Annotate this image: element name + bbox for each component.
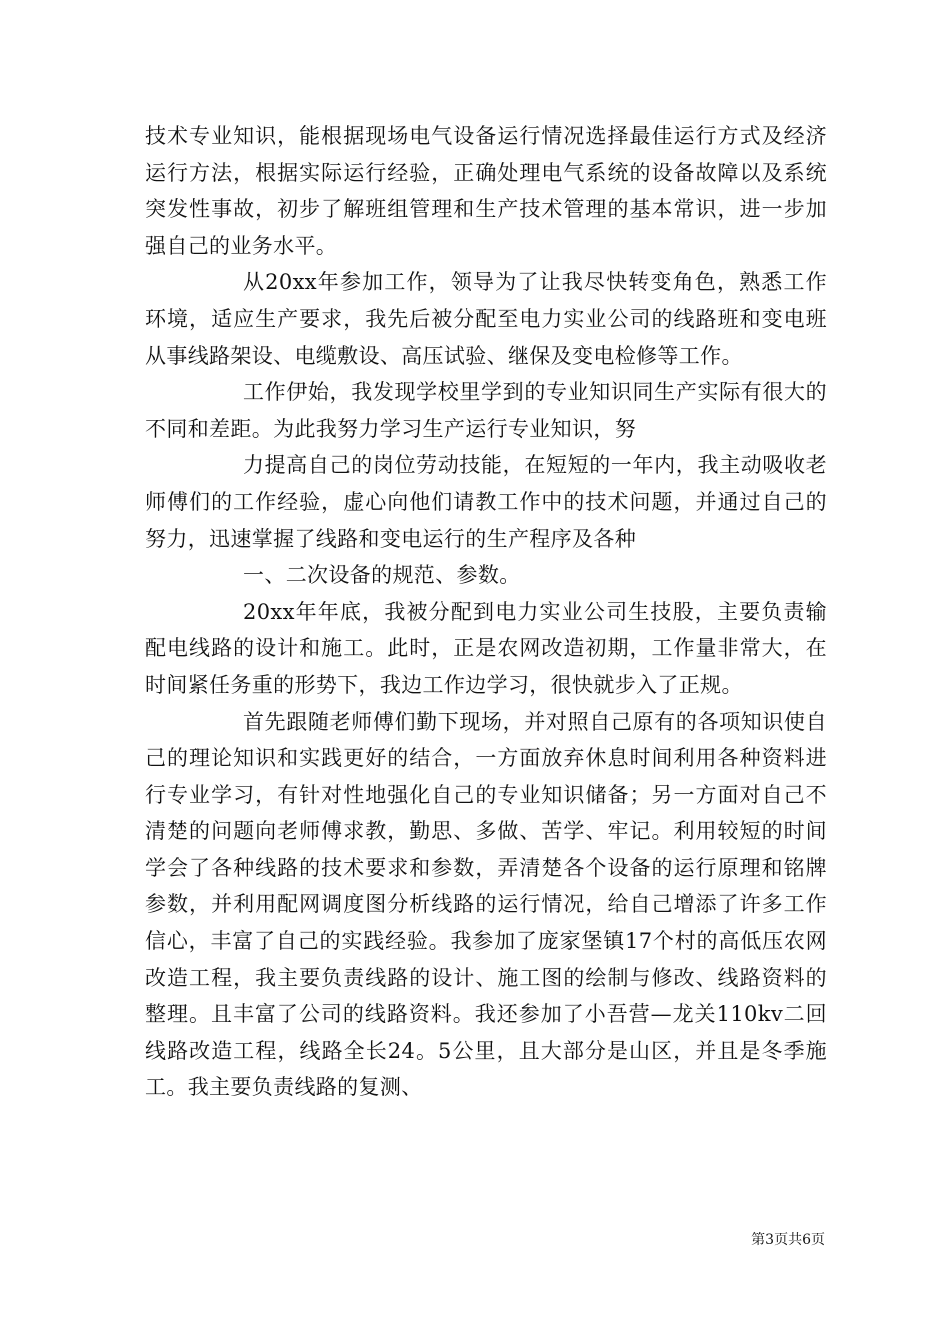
paragraph-7: 首先跟随老师傅们勤下现场，并对照自己原有的各项知识使自己的理论知识和实践更好的结合，一方面放弃休息时间利用各种资料进行专业学习，有针对性地强化自己的专业知识储备；另一方面对自己不清楚的问题向老师傅求教，勤思、多做、苦学、牢记。利用较短的时间学会了各种线路的技术要求和参数，弄清楚各个设备的运行原理和铭牌参数，并利用配网调度图分析线路的运行情况，给自己增添了许多工作信心，丰富了自己的实践经验。我参加了庞家堡镇17个村的高低压农网改造工程，我主要负责线路的设计、施工图的绘制与修改、线路资料的整理。且丰富了公司的线路资料。我还参加了小吾营—龙关110kv二回线路改造工程，线路全长24。5公里，且大部分是山区，并且是冬季施工。我主要负责线路的复测、 xyxy=(145,709,827,1100)
paragraph-4: 力提高自己的岗位劳动技能，在短短的一年内，我主动吸收老师傅们的工作经验，虚心向他们请教工作中的技术问题，并通过自己的努力，迅速掌握了线路和变电运行的生产程序及各种 xyxy=(145,453,827,551)
paragraph-3: 工作伊始，我发现学校里学到的专业知识同生产实际有很大的不同和差距。为此我努力学习生产运行专业知识，努 xyxy=(145,380,827,441)
paragraph-5: 一、二次设备的规范、参数。 xyxy=(243,563,521,588)
paragraph-1: 技术专业知识，能根据现场电气设备运行情况选择最佳运行方式及经济运行方法，根据实际运行经验，正确处理电气系统的设备故障以及系统突发性事故，初步了解班组管理和生产技术管理的基本常识，进一步加强自己的业务水平。 xyxy=(145,124,827,258)
paragraph-6: 20xx年年底，我被分配到电力实业公司生技股，主要负责输配电线路的设计和施工。此时，正是农网改造初期，工作量非常大，在时间紧任务重的形势下，我边工作边学习，很快就步入了正规。 xyxy=(145,599,827,697)
document-body xyxy=(145,118,827,1106)
paragraph-2: 从20xx年参加工作，领导为了让我尽快转变角色，熟悉工作环境，适应生产要求，我先后被分配至电力实业公司的线路班和变电班从事线路架设、电缆敷设、高压试验、继保及变电检修等工作。 xyxy=(145,270,827,368)
page-number-footer: 第3页共6页 xyxy=(751,1232,825,1248)
